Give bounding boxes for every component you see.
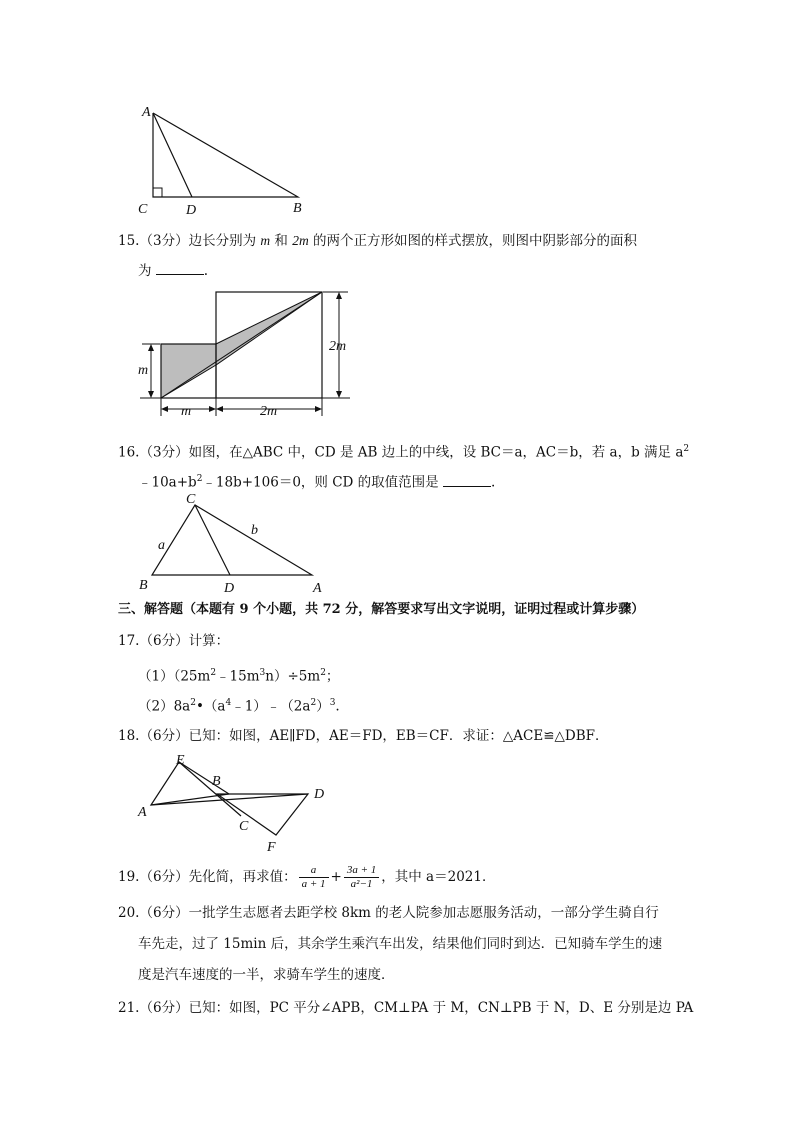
section-3-title: 三、解答题（本题有 9 个小题，共 72 分，解答要求写出文字说明，证明过程或计算步骤） bbox=[118, 602, 645, 617]
question-20-line-3: 度是汽车速度的一半，求骑车学生的速度． bbox=[138, 967, 395, 983]
figure-q18 bbox=[130, 748, 340, 858]
arrow-head-up-right bbox=[336, 292, 342, 299]
arrow-head-right-2 bbox=[315, 406, 322, 412]
question-20-line-1: 20.（6分）一批学生志愿者去距学校 8km 的老人院参加志愿服务活动，一部分学生骑自行 bbox=[118, 905, 659, 921]
label-d: D bbox=[314, 787, 325, 802]
question-19: 19.（6分）先化简，再求值： $\frac{a}{a + 1}$ + $\frac{3a + 1}{\text{a²−1}}$ ，其中 a＝2021． bbox=[118, 864, 496, 890]
answer-blank[interactable] bbox=[443, 474, 491, 487]
arrow-head-left-2 bbox=[216, 406, 223, 412]
arrow-head-up bbox=[148, 344, 154, 351]
dim-label-2m-right: 2m bbox=[329, 339, 347, 354]
arrow-head-down bbox=[148, 391, 154, 398]
figure-q16-triangle bbox=[130, 490, 340, 600]
triangle-abc-outline bbox=[153, 113, 298, 197]
label-c: C bbox=[138, 202, 148, 217]
label-e: E bbox=[176, 753, 185, 768]
fraction-2: $\frac{3a + 1}{\text{a²−1}}$ bbox=[344, 864, 379, 891]
question-17-part-1: $(1)(25m^2﹣15m^3n)\div 5m^2$； bbox=[138, 668, 340, 685]
question-16-line-1: 16.（3分）如图，在△ABC 中，CD 是 AB 边上的中线，设 BC＝a，AC＝b，若 a，b 满足 $a^2$ bbox=[118, 444, 690, 461]
question-18: 18.（6分）已知：如图，AE∥FD，AE＝FD，EB＝CF．求证：△ACE≌△DBF． bbox=[118, 728, 609, 744]
question-15-line-1: 15.（3分）边长分别为 m 和 2m 的两个正方形如图的样式摆放，则图中阴影部分的面积 bbox=[118, 233, 638, 249]
question-16-line-2: $﹣10a+b^2﹣18b+106=0$，则 CD 的取值范围是 . bbox=[138, 474, 496, 491]
label-a: A bbox=[138, 805, 147, 820]
label-b-side: b bbox=[251, 523, 258, 538]
label-f: F bbox=[267, 840, 276, 855]
label-b: B bbox=[212, 774, 221, 789]
label-c: C bbox=[239, 819, 249, 834]
segment-ad bbox=[153, 113, 192, 197]
arrow-head-right bbox=[209, 406, 216, 412]
triangle-dbf bbox=[217, 794, 308, 835]
label-a-side: a bbox=[158, 538, 165, 553]
question-21: 21.（6分）已知：如图，PC 平分∠APB，CM⊥PA 于 M，CN⊥PB 于 N，D、E 分别是边 PA bbox=[118, 1000, 694, 1016]
label-a: A bbox=[313, 581, 322, 596]
shaded-region-left bbox=[161, 344, 216, 398]
right-angle-mark bbox=[153, 188, 162, 197]
fraction-1: $\frac{a}{a + 1}$ bbox=[299, 864, 329, 891]
dim-label-m-bottom: m bbox=[181, 404, 192, 419]
dim-label-m-left: m bbox=[138, 363, 149, 378]
arrow-head-down-right bbox=[336, 391, 342, 398]
question-17-part-2: $(2)8a^2•(a^4﹣1)﹣(2a^2)^3$. bbox=[138, 698, 340, 715]
label-c: C bbox=[186, 492, 196, 507]
label-b: B bbox=[293, 201, 302, 216]
question-15-line-2: 为 . bbox=[138, 263, 209, 279]
question-number: 15. bbox=[118, 233, 140, 249]
label-d: D bbox=[224, 581, 235, 596]
segment-ec bbox=[179, 762, 241, 816]
dim-label-2m-bottom: 2m bbox=[260, 404, 278, 419]
figure-q15-two-squares bbox=[130, 285, 360, 423]
triangle-abc bbox=[152, 505, 312, 575]
arrow-head-left bbox=[161, 406, 168, 412]
figure-q14-right-triangle bbox=[130, 100, 320, 220]
question-17: 17.（6分）计算： bbox=[118, 633, 230, 649]
answer-blank[interactable] bbox=[156, 262, 204, 275]
label-d: D bbox=[186, 203, 197, 218]
question-20-line-2: 车先走，过了 15min 后，其余学生乘汽车出发，结果他们同时到达．已知骑车学生的速 bbox=[138, 936, 663, 952]
label-a: A bbox=[142, 105, 151, 120]
label-b: B bbox=[139, 578, 148, 593]
